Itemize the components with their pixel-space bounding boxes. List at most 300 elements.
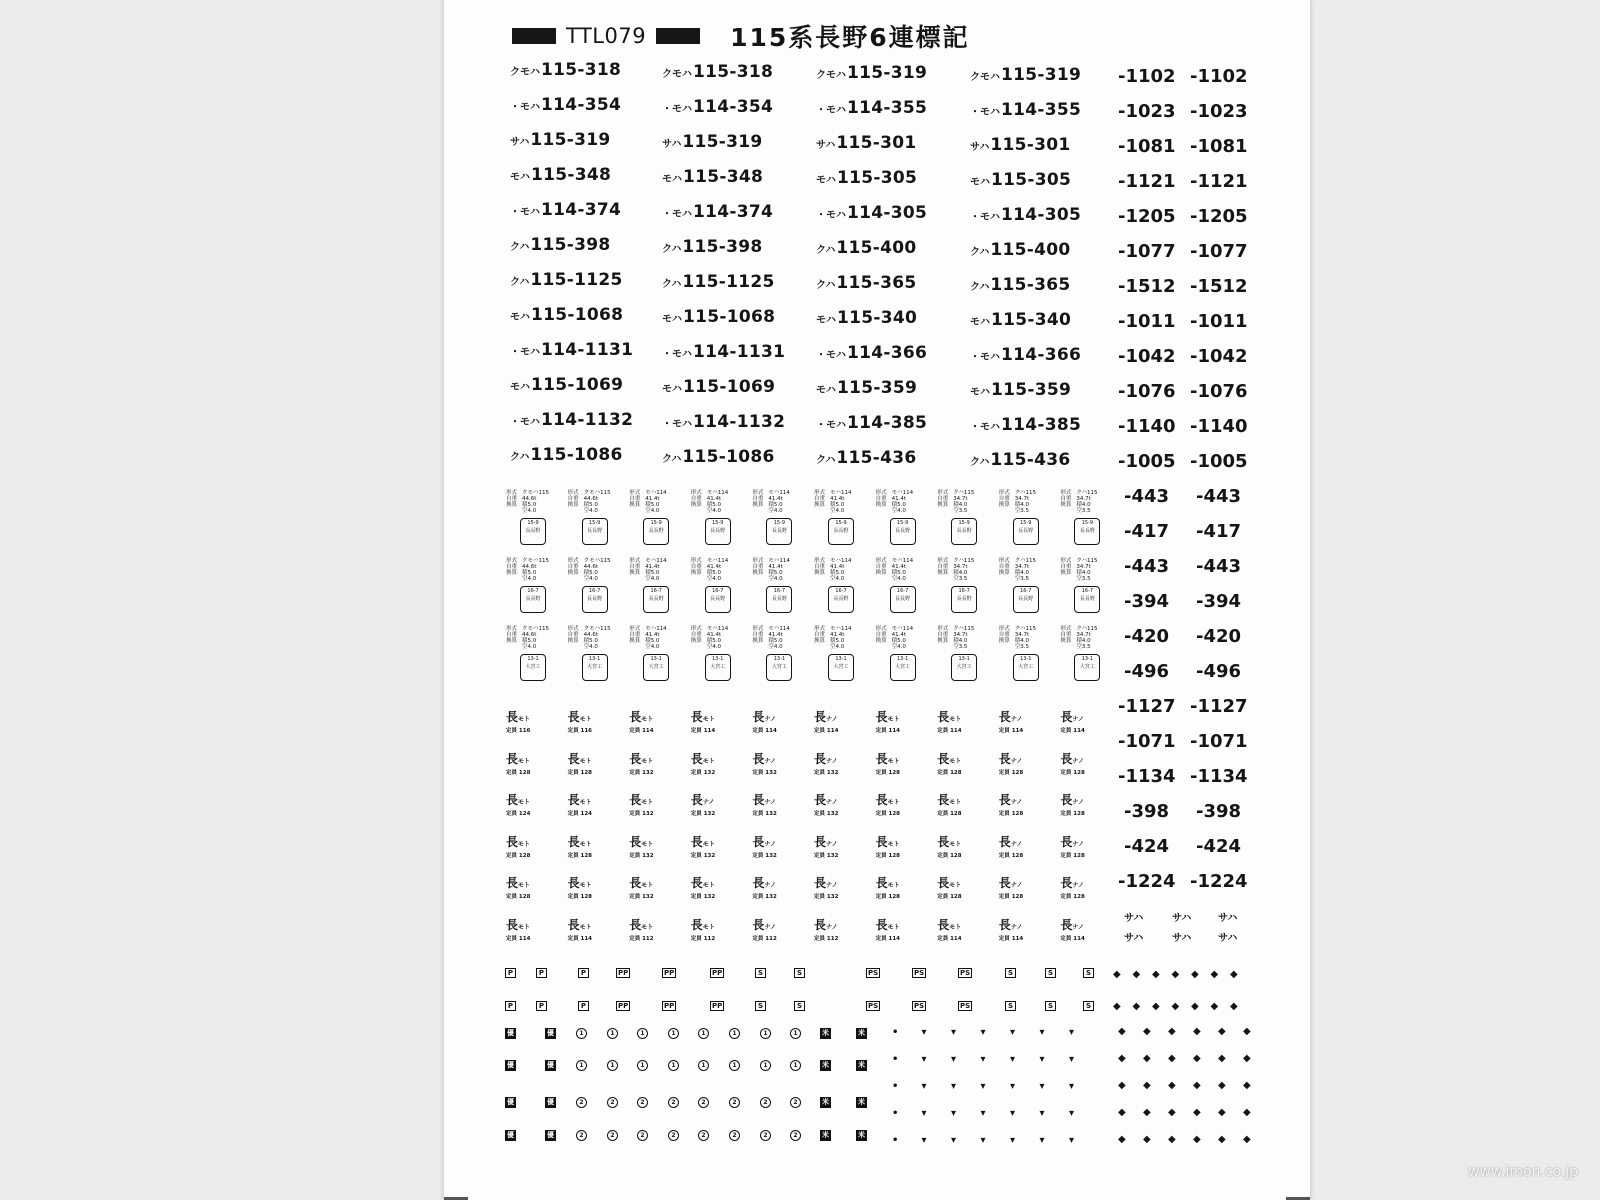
title-bar-right xyxy=(656,28,700,44)
spec-labels: 形式 自重 換算 xyxy=(998,558,1010,576)
dot-mark: ◆ xyxy=(1118,1080,1126,1091)
car-number-value: 114-354 xyxy=(541,95,622,115)
spec-values: モハ114 41.4t 積5.0 空4.0 xyxy=(706,490,729,514)
dot-mark: ◆ xyxy=(1143,1053,1151,1064)
dot-mark: ◆ xyxy=(1243,1053,1251,1064)
symbol-mark: 1 xyxy=(790,1060,801,1071)
car-type-prefix: ・モハ xyxy=(816,210,846,221)
suffix-number: -1011 xyxy=(1190,311,1248,332)
capacity-label: 定員 128 xyxy=(1060,811,1085,817)
suffix-number: -1076 xyxy=(1118,381,1176,402)
depot-kanji: 長 xyxy=(506,751,519,766)
capacity-label: 定員 112 xyxy=(690,935,716,942)
depot-label xyxy=(691,872,715,900)
inspection-box: 13-1 大宮工 xyxy=(951,654,977,681)
car-type-prefix: モハ xyxy=(510,382,530,393)
depot-kanji: 長 xyxy=(690,751,703,766)
spec-values: クハ115 34.7t 積4.0 空3.5 xyxy=(1076,490,1098,514)
dot-mark: ▾ xyxy=(951,1081,957,1092)
spec-values: クモハ115 44.6t 積5.0 空4.0 xyxy=(522,558,549,582)
dot-mark: ▾ xyxy=(1039,1027,1045,1038)
depot-kanji: 長 xyxy=(567,917,580,932)
symbol-mark: 2 xyxy=(668,1130,679,1141)
symbol-mark: 1 xyxy=(790,1028,801,1039)
depot-kanji: 長 xyxy=(506,876,519,890)
car-type-prefix: ・モハ xyxy=(970,106,1000,118)
depot-label xyxy=(937,706,961,734)
symbol-mark: 2 xyxy=(729,1097,740,1108)
spec-block xyxy=(876,558,924,616)
depot-code: モト xyxy=(518,716,531,723)
car-number xyxy=(662,202,773,222)
car-number xyxy=(662,167,763,187)
car-number xyxy=(662,342,785,362)
car-type-prefix: クハ xyxy=(662,453,682,465)
capacity-label: 定員 128 xyxy=(1060,894,1085,900)
depot-label xyxy=(568,789,592,817)
dot-mark: ▾ xyxy=(1010,1108,1016,1119)
depot-kanji: 長 xyxy=(567,834,580,849)
spec-labels: 形式 自重 換算 xyxy=(998,490,1010,508)
car-type-prefix: ・モハ xyxy=(970,421,1000,433)
symbol-mark: 1 xyxy=(607,1028,618,1039)
car-number xyxy=(970,275,1071,295)
depot-kanji: 長 xyxy=(567,793,580,807)
capacity-label: 定員 132 xyxy=(690,894,716,900)
dot-mark: ◆ xyxy=(1168,1080,1176,1091)
capacity-label: 定員 114 xyxy=(998,935,1024,942)
inspection-box: 15-9 長長野 xyxy=(951,518,977,545)
depot-label xyxy=(752,831,776,859)
car-number-value: 115-1125 xyxy=(682,271,775,292)
dot-mark: ◆ xyxy=(1210,969,1219,980)
symbol-mark: PP xyxy=(712,1002,723,1010)
car-type-prefix: モハ xyxy=(510,312,530,323)
car-number xyxy=(510,445,623,465)
symbol-mark: 優 xyxy=(507,1098,514,1106)
dot-mark: ▾ xyxy=(980,1027,986,1038)
depot-code: モト xyxy=(641,757,654,765)
depot-label xyxy=(752,789,776,817)
sheet-code: TTL079 xyxy=(566,24,647,48)
depot-kanji: 長 xyxy=(1060,917,1073,932)
car-number xyxy=(970,450,1071,470)
car-type-prefix: モハ xyxy=(662,173,682,185)
capacity-label: 定員 128 xyxy=(875,852,900,859)
dot-mark: ▾ xyxy=(1069,1135,1075,1146)
car-type-prefix: モハ xyxy=(816,385,836,396)
dot-mark: ◆ xyxy=(1132,1001,1141,1012)
capacity-label: 定員 128 xyxy=(875,811,900,817)
capacity-label: 定員 116 xyxy=(506,728,531,734)
spec-values: クハ115 34.7t 積4.0 空3.5 xyxy=(1076,626,1098,650)
depot-label xyxy=(1060,872,1084,900)
suffix-number: -1023 xyxy=(1190,101,1248,122)
spec-values: クモハ115 44.6t 積5.0 空4.0 xyxy=(583,490,611,514)
capacity-label: 定員 128 xyxy=(937,894,962,900)
depot-kanji: 長 xyxy=(506,793,519,807)
car-type-prefix: ・モハ xyxy=(510,102,540,113)
car-number-value: 114-1131 xyxy=(693,341,786,362)
spec-block xyxy=(937,558,985,616)
depot-code: モト xyxy=(949,840,962,848)
suffix-number: -1071 xyxy=(1190,731,1248,752)
dot-mark: ◆ xyxy=(1243,1080,1251,1091)
depot-kanji: 長 xyxy=(1060,751,1073,766)
capacity-label: 定員 114 xyxy=(937,728,962,734)
depot-label xyxy=(568,831,592,859)
capacity-label: 定員 132 xyxy=(690,852,716,859)
symbol-mark: PS xyxy=(868,1002,879,1010)
dot-mark: ◆ xyxy=(1218,1080,1226,1091)
depot-kanji: 長 xyxy=(629,876,642,890)
dot-mark: ◆ xyxy=(1152,1001,1160,1012)
car-type-prefix: モハ xyxy=(510,172,530,183)
depot-label xyxy=(999,831,1023,859)
depot-code: ナノ xyxy=(764,923,776,931)
inspection-box: 13-1 大宮工 xyxy=(766,654,792,681)
inspection-box: 16-7 長長野 xyxy=(705,586,731,613)
inspection-box: 16-7 長長野 xyxy=(520,586,546,613)
symbol-mark: 米 xyxy=(858,1131,865,1139)
depot-label xyxy=(691,706,715,734)
dot-mark: ▾ xyxy=(1069,1081,1075,1092)
car-type-prefix: ・モハ xyxy=(970,351,1000,363)
dot-mark: ▾ xyxy=(980,1081,986,1092)
car-type-prefix: クハ xyxy=(510,452,530,463)
symbol-mark: S xyxy=(1045,1001,1056,1011)
depot-kanji: 長 xyxy=(1060,876,1073,890)
dot-mark: ▾ xyxy=(1039,1108,1045,1119)
spec-labels: 形式 自重 換算 xyxy=(752,490,764,508)
spec-block xyxy=(568,490,616,548)
spec-labels: 形式 自重 換算 xyxy=(506,558,518,576)
depot-kanji: 長 xyxy=(690,793,703,807)
depot-code: モト xyxy=(702,716,715,723)
depot-label xyxy=(999,872,1023,900)
spec-labels: 形式 自重 換算 xyxy=(937,626,949,644)
saha-label: サハ xyxy=(1218,933,1238,944)
car-number xyxy=(816,308,917,328)
car-type-prefix: サハ xyxy=(816,140,836,151)
depot-kanji: 長 xyxy=(752,917,765,932)
spec-labels: 形式 自重 換算 xyxy=(690,490,702,508)
dot-mark: • xyxy=(892,1135,899,1146)
inspection-box: 16-7 長長野 xyxy=(890,586,916,613)
depot-label xyxy=(937,831,961,859)
depot-kanji: 長 xyxy=(752,793,765,807)
suffix-number: -1140 xyxy=(1190,416,1248,437)
suffix-number: -417 xyxy=(1196,521,1242,542)
car-number-value: 115-1068 xyxy=(683,306,776,327)
capacity-label: 定員 124 xyxy=(506,811,531,817)
car-number xyxy=(662,377,775,397)
symbol-mark: 米 xyxy=(858,1098,865,1106)
symbol-mark: 2 xyxy=(790,1097,801,1108)
depot-code: モト xyxy=(579,799,592,806)
capacity-label: 定員 132 xyxy=(629,811,654,817)
symbol-mark: 2 xyxy=(637,1130,648,1141)
spec-block xyxy=(1060,558,1108,616)
depot-code: ナノ xyxy=(1072,757,1084,765)
spec-values: モハ114 41.4t 積5.0 空4.0 xyxy=(830,490,852,514)
symbol-mark: 米 xyxy=(858,1029,865,1037)
symbol-mark: 優 xyxy=(507,1029,514,1037)
symbol-mark: PS xyxy=(960,969,971,977)
spec-labels: 形式 自重 換算 xyxy=(629,626,641,644)
car-number xyxy=(510,410,633,430)
car-number-value: 115-340 xyxy=(991,309,1072,330)
depot-code: モト xyxy=(887,716,900,723)
suffix-number: -1102 xyxy=(1190,66,1248,87)
spec-values: モハ114 41.4t 積5.0 空4.0 xyxy=(891,626,914,650)
spec-values: モハ114 41.4t 積5.0 空4.0 xyxy=(830,626,852,650)
car-type-prefix: クハ xyxy=(816,245,836,256)
car-number xyxy=(816,448,917,468)
depot-label xyxy=(814,831,838,859)
inspection-box: 13-1 大宮工 xyxy=(520,654,546,681)
car-number xyxy=(816,343,927,363)
dot-mark: ◆ xyxy=(1168,1134,1176,1145)
depot-code: モト xyxy=(949,716,962,723)
dot-mark: ◆ xyxy=(1152,969,1160,980)
depot-label xyxy=(1060,831,1084,859)
depot-label xyxy=(999,706,1023,734)
dot-mark: ◆ xyxy=(1113,1001,1121,1012)
capacity-label: 定員 132 xyxy=(752,852,777,859)
depot-code: ナノ xyxy=(1072,840,1084,848)
depot-code: モト xyxy=(949,799,962,806)
suffix-number: -1127 xyxy=(1190,696,1248,717)
symbol-mark: S xyxy=(1005,1001,1016,1011)
depot-label xyxy=(937,914,961,942)
suffix-number: -398 xyxy=(1196,801,1242,822)
spec-block xyxy=(752,558,800,616)
car-type-prefix: クハ xyxy=(816,455,836,466)
car-number-value: 114-366 xyxy=(1001,344,1082,365)
spec-values: モハ114 41.4t 積5.0 空4.0 xyxy=(645,626,667,650)
depot-label xyxy=(691,789,715,817)
symbol-mark: 1 xyxy=(668,1028,679,1039)
car-number xyxy=(510,165,611,185)
spec-values: クモハ115 44.6t 積5.0 空4.0 xyxy=(583,626,611,650)
capacity-label: 定員 132 xyxy=(814,769,839,776)
depot-code: ナノ xyxy=(826,882,838,889)
depot-label xyxy=(999,914,1023,942)
car-number-value: 115-1068 xyxy=(531,305,624,325)
depot-label xyxy=(876,831,900,859)
spec-block xyxy=(752,490,800,548)
capacity-label: 定員 112 xyxy=(629,935,654,942)
dot-mark: ◆ xyxy=(1193,1053,1201,1064)
depot-kanji: 長 xyxy=(998,876,1011,890)
depot-code: モト xyxy=(949,882,962,889)
car-type-prefix: クハ xyxy=(970,246,990,258)
suffix-number: -1224 xyxy=(1190,871,1248,892)
capacity-label: 定員 128 xyxy=(875,894,900,900)
depot-code: モト xyxy=(641,840,654,848)
car-number-value: 115-340 xyxy=(837,308,918,328)
symbol-mark: 1 xyxy=(729,1028,740,1039)
symbol-mark: PS xyxy=(914,969,925,977)
depot-code: モト xyxy=(641,716,654,723)
symbol-mark: S xyxy=(1083,968,1094,978)
car-number-value: 115-318 xyxy=(693,61,774,82)
car-number-value: 114-354 xyxy=(693,96,774,117)
car-type-prefix: クモハ xyxy=(970,71,1000,83)
car-number xyxy=(816,133,917,153)
car-type-prefix: クハ xyxy=(816,280,836,291)
dot-mark: ◆ xyxy=(1193,1134,1201,1145)
car-number-value: 115-301 xyxy=(836,133,917,153)
capacity-label: 定員 132 xyxy=(814,894,839,900)
suffix-number: -1077 xyxy=(1190,241,1248,262)
symbol-mark: 1 xyxy=(576,1060,587,1071)
car-number-value: 114-1131 xyxy=(541,340,634,360)
symbol-mark: 2 xyxy=(760,1097,771,1108)
car-number-value: 114-374 xyxy=(693,201,774,222)
dot-mark: ◆ xyxy=(1171,1001,1180,1012)
spec-labels: 形式 自重 換算 xyxy=(752,626,764,644)
dot-mark: ◆ xyxy=(1191,969,1199,980)
capacity-label: 定員 114 xyxy=(937,935,962,942)
car-number-value: 115-359 xyxy=(837,378,918,398)
spec-block xyxy=(752,626,800,684)
capacity-label: 定員 128 xyxy=(567,894,592,900)
depot-kanji: 長 xyxy=(1060,834,1073,849)
capacity-label: 定員 132 xyxy=(629,769,654,776)
depot-kanji: 長 xyxy=(506,834,519,849)
depot-kanji: 長 xyxy=(998,751,1011,766)
car-number-value: 115-1086 xyxy=(682,446,775,467)
car-number xyxy=(510,375,623,395)
spec-block xyxy=(937,490,985,548)
saha-label: サハ xyxy=(1124,933,1144,944)
car-number-value: 115-1125 xyxy=(530,270,623,290)
dot-mark: ▾ xyxy=(1010,1135,1016,1146)
sheet-name: 115系長野6連標記 xyxy=(730,23,970,52)
dot-mark: ◆ xyxy=(1118,1107,1126,1118)
car-number xyxy=(970,310,1071,330)
depot-label xyxy=(629,748,653,776)
depot-label xyxy=(814,789,838,817)
car-number xyxy=(662,307,775,327)
spec-values: クハ115 34.7t 積4.0 空3.5 xyxy=(1014,558,1036,582)
spec-values: モハ114 41.4t 積5.0 空4.0 xyxy=(706,558,729,582)
car-number xyxy=(510,305,623,325)
dot-mark: • xyxy=(892,1054,899,1065)
suffix-number: -1512 xyxy=(1118,276,1176,297)
car-number xyxy=(816,238,917,258)
car-type-prefix: クハ xyxy=(662,243,682,255)
inspection-box: 13-1 大宮工 xyxy=(1013,654,1039,681)
depot-label xyxy=(876,872,900,900)
depot-kanji: 長 xyxy=(752,710,765,724)
spec-labels: 形式 自重 換算 xyxy=(567,626,579,644)
dot-mark: ▾ xyxy=(921,1081,927,1092)
suffix-number: -1205 xyxy=(1190,206,1248,227)
capacity-label: 定員 128 xyxy=(875,769,900,776)
depot-code: ナノ xyxy=(826,923,838,931)
car-number-value: 114-1132 xyxy=(541,410,634,430)
depot-code: モト xyxy=(702,923,715,931)
depot-kanji: 長 xyxy=(567,751,580,766)
depot-kanji: 長 xyxy=(937,876,950,890)
capacity-label: 定員 128 xyxy=(506,852,531,859)
spec-labels: 形式 自重 換算 xyxy=(629,558,641,576)
symbol-mark: 優 xyxy=(547,1098,554,1106)
depot-label xyxy=(1060,748,1084,776)
dot-mark: ◆ xyxy=(1132,969,1141,980)
capacity-label: 定員 132 xyxy=(690,769,716,776)
spec-labels: 形式 自重 換算 xyxy=(629,490,641,508)
depot-code: モト xyxy=(641,799,654,806)
capacity-label: 定員 128 xyxy=(506,894,531,900)
car-number xyxy=(662,97,773,117)
depot-code: ナノ xyxy=(1010,757,1023,765)
spec-labels: 形式 自重 換算 xyxy=(752,558,764,576)
spec-values: クハ115 34.7t 積4.0 空3.5 xyxy=(953,626,975,650)
car-type-prefix: ・モハ xyxy=(662,418,692,430)
symbol-mark: S xyxy=(794,1001,805,1011)
depot-kanji: 長 xyxy=(875,710,888,724)
depot-kanji: 長 xyxy=(690,917,703,932)
symbol-mark: 2 xyxy=(698,1130,709,1141)
spec-labels: 形式 自重 換算 xyxy=(875,490,887,508)
depot-kanji: 長 xyxy=(752,876,765,890)
dot-mark: ▾ xyxy=(1039,1135,1045,1146)
spec-values: クハ115 34.7t 積4.0 空3.5 xyxy=(953,558,975,582)
car-type-prefix: ・モハ xyxy=(510,347,540,358)
suffix-number: -496 xyxy=(1124,661,1170,682)
depot-code: ナノ xyxy=(1010,923,1023,931)
spec-values: モハ114 41.4t 積5.0 空4.0 xyxy=(645,490,667,514)
depot-code: モト xyxy=(579,923,592,931)
car-number-value: 115-400 xyxy=(836,238,917,258)
car-number-value: 115-1086 xyxy=(530,445,623,465)
car-number-value: 115-1069 xyxy=(531,375,624,395)
depot-label xyxy=(1060,706,1084,734)
depot-label xyxy=(876,789,900,817)
spec-values: モハ114 41.4t 積5.0 空4.0 xyxy=(768,626,790,650)
capacity-label: 定員 128 xyxy=(937,811,962,817)
car-type-prefix: クハ xyxy=(510,277,530,288)
suffix-number: -1134 xyxy=(1118,766,1176,787)
car-number-value: 114-305 xyxy=(847,203,928,223)
depot-label xyxy=(814,872,838,900)
car-number xyxy=(510,235,611,255)
capacity-label: 定員 114 xyxy=(690,728,716,734)
depot-label xyxy=(629,789,653,817)
symbol-mark: P xyxy=(505,968,516,978)
symbol-mark: 1 xyxy=(729,1060,740,1071)
car-type-prefix: ・モハ xyxy=(662,348,692,360)
symbol-mark: P xyxy=(505,1001,516,1011)
suffix-number: -496 xyxy=(1196,661,1242,682)
car-type-prefix: クハ xyxy=(510,242,530,253)
symbol-mark: PP xyxy=(664,969,675,977)
dot-mark: ▾ xyxy=(951,1054,957,1065)
suffix-number: -417 xyxy=(1124,521,1170,542)
capacity-label: 定員 114 xyxy=(998,728,1024,734)
depot-label xyxy=(506,872,530,900)
suffix-number: -394 xyxy=(1124,591,1170,612)
inspection-box: 13-1 大宮工 xyxy=(1074,654,1100,681)
suffix-number: -394 xyxy=(1196,591,1242,612)
depot-label xyxy=(937,748,961,776)
car-number-value: 115-365 xyxy=(990,274,1071,295)
depot-kanji: 長 xyxy=(814,834,827,849)
